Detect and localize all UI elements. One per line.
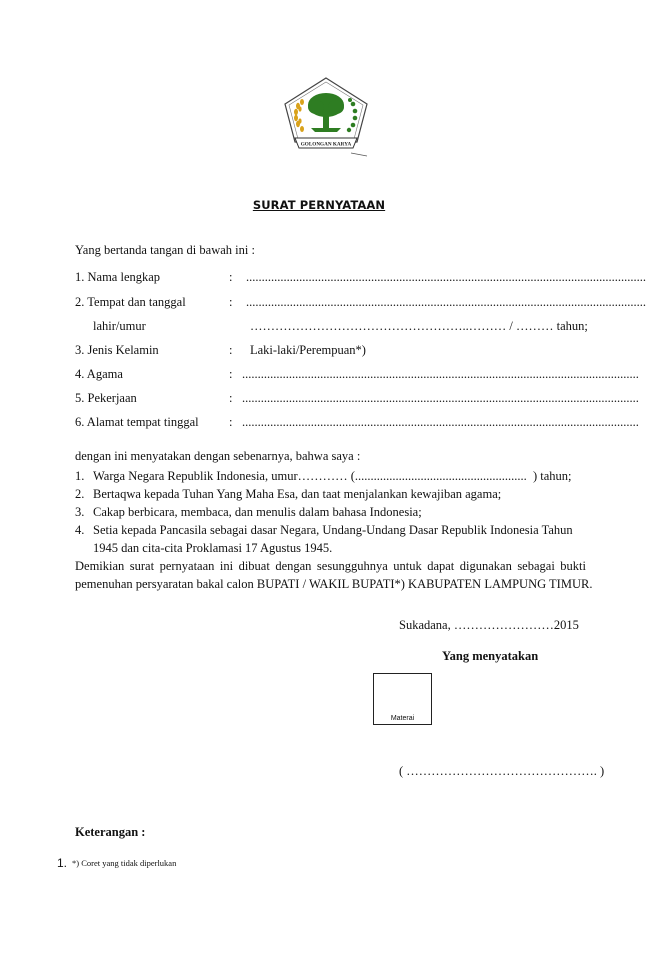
field-colon: : xyxy=(229,415,233,429)
field-value-jenis-kelamin[interactable]: Laki-laki/Perempuan*) xyxy=(250,343,366,357)
field-value-agama[interactable]: ............................................................................................................................... xyxy=(242,367,639,381)
statement-text: Bertaqwa kepada Tuhan Yang Maha Esa, dan taat menjalankan kewajiban agama; xyxy=(93,487,502,501)
statement-tail: ) tahun; xyxy=(533,469,572,483)
field-label-agama: 4. Agama xyxy=(75,367,123,381)
notes-heading: Keterangan : xyxy=(75,825,146,839)
field-colon: : xyxy=(229,295,233,309)
stamp-box xyxy=(373,673,432,725)
field-label-nama: 1. Nama lengkap xyxy=(75,270,161,284)
closing-paragraph-line1: Demikian surat pernyataan ini dibuat dengan sesungguhnya untuk dapat digunakan sebagai bukti xyxy=(75,559,586,573)
field-value-nama[interactable]: ................................................................................................................................ xyxy=(246,270,646,284)
field-value-tempat-tanggal[interactable]: ................................................................................................................................ xyxy=(246,295,646,309)
field-label-lahir-umur: lahir/umur xyxy=(93,319,146,333)
field-colon: : xyxy=(229,367,233,381)
statement-number: 3. xyxy=(75,505,85,519)
intro-text: Yang bertanda tangan di bawah ini : xyxy=(75,243,255,257)
logo-caption: GOLONGAN KARYA xyxy=(300,141,352,148)
closing-paragraph-line2: pemenuhan persyaratan bakal calon BUPATI / WAKIL BUPATI*) KABUPATEN LAMPUNG TIMUR. xyxy=(75,577,593,591)
note-text: *) Coret yang tidak diperlukan xyxy=(72,858,177,868)
statement-number: 2. xyxy=(75,487,85,501)
statement-text: Warga Negara Republik Indonesia, umur………… (....................................................... xyxy=(93,469,527,483)
field-value-lahir-umur[interactable]: ……………………………………………..……… / ……… tahun; xyxy=(250,319,588,333)
field-label-tempat-tanggal: 2. Tempat dan tanggal xyxy=(75,295,186,309)
field-label-alamat: 6. Alamat tempat tinggal xyxy=(75,415,199,429)
statement-number: 4. xyxy=(75,523,85,537)
golkar-logo xyxy=(281,76,371,158)
signature-line[interactable]: ( ………………………………………. ) xyxy=(399,764,605,778)
declaration-intro: dengan ini menyatakan dengan sebenarnya, bahwa saya : xyxy=(75,449,361,463)
field-value-pekerjaan[interactable]: ............................................................................................................................... xyxy=(242,391,639,405)
field-value-alamat[interactable]: ............................................................................................................................... xyxy=(242,415,639,429)
field-colon: : xyxy=(229,343,233,357)
statement-text: Setia kepada Pancasila sebagai dasar Negara, Undang-Undang Dasar Republik Indonesia Tahun xyxy=(93,523,573,537)
place-date: Sukadana, ……………………2015 xyxy=(399,618,579,632)
document-title: SURAT PERNYATAAN xyxy=(252,198,386,212)
stamp-label: Materai xyxy=(390,715,415,722)
statement-text-continued: 1945 dan cita-cita Proklamasi 17 Agustus 1945. xyxy=(93,541,333,555)
statement-number: 1. xyxy=(75,469,85,483)
note-number: 1. xyxy=(57,856,68,870)
field-colon: : xyxy=(229,270,233,284)
field-colon: : xyxy=(229,391,233,405)
signer-label: Yang menyatakan xyxy=(442,649,539,663)
field-label-jenis-kelamin: 3. Jenis Kelamin xyxy=(75,343,159,357)
statement-text: Cakap berbicara, membaca, dan menulis dalam bahasa Indonesia; xyxy=(93,505,422,519)
field-label-pekerjaan: 5. Pekerjaan xyxy=(75,391,137,405)
